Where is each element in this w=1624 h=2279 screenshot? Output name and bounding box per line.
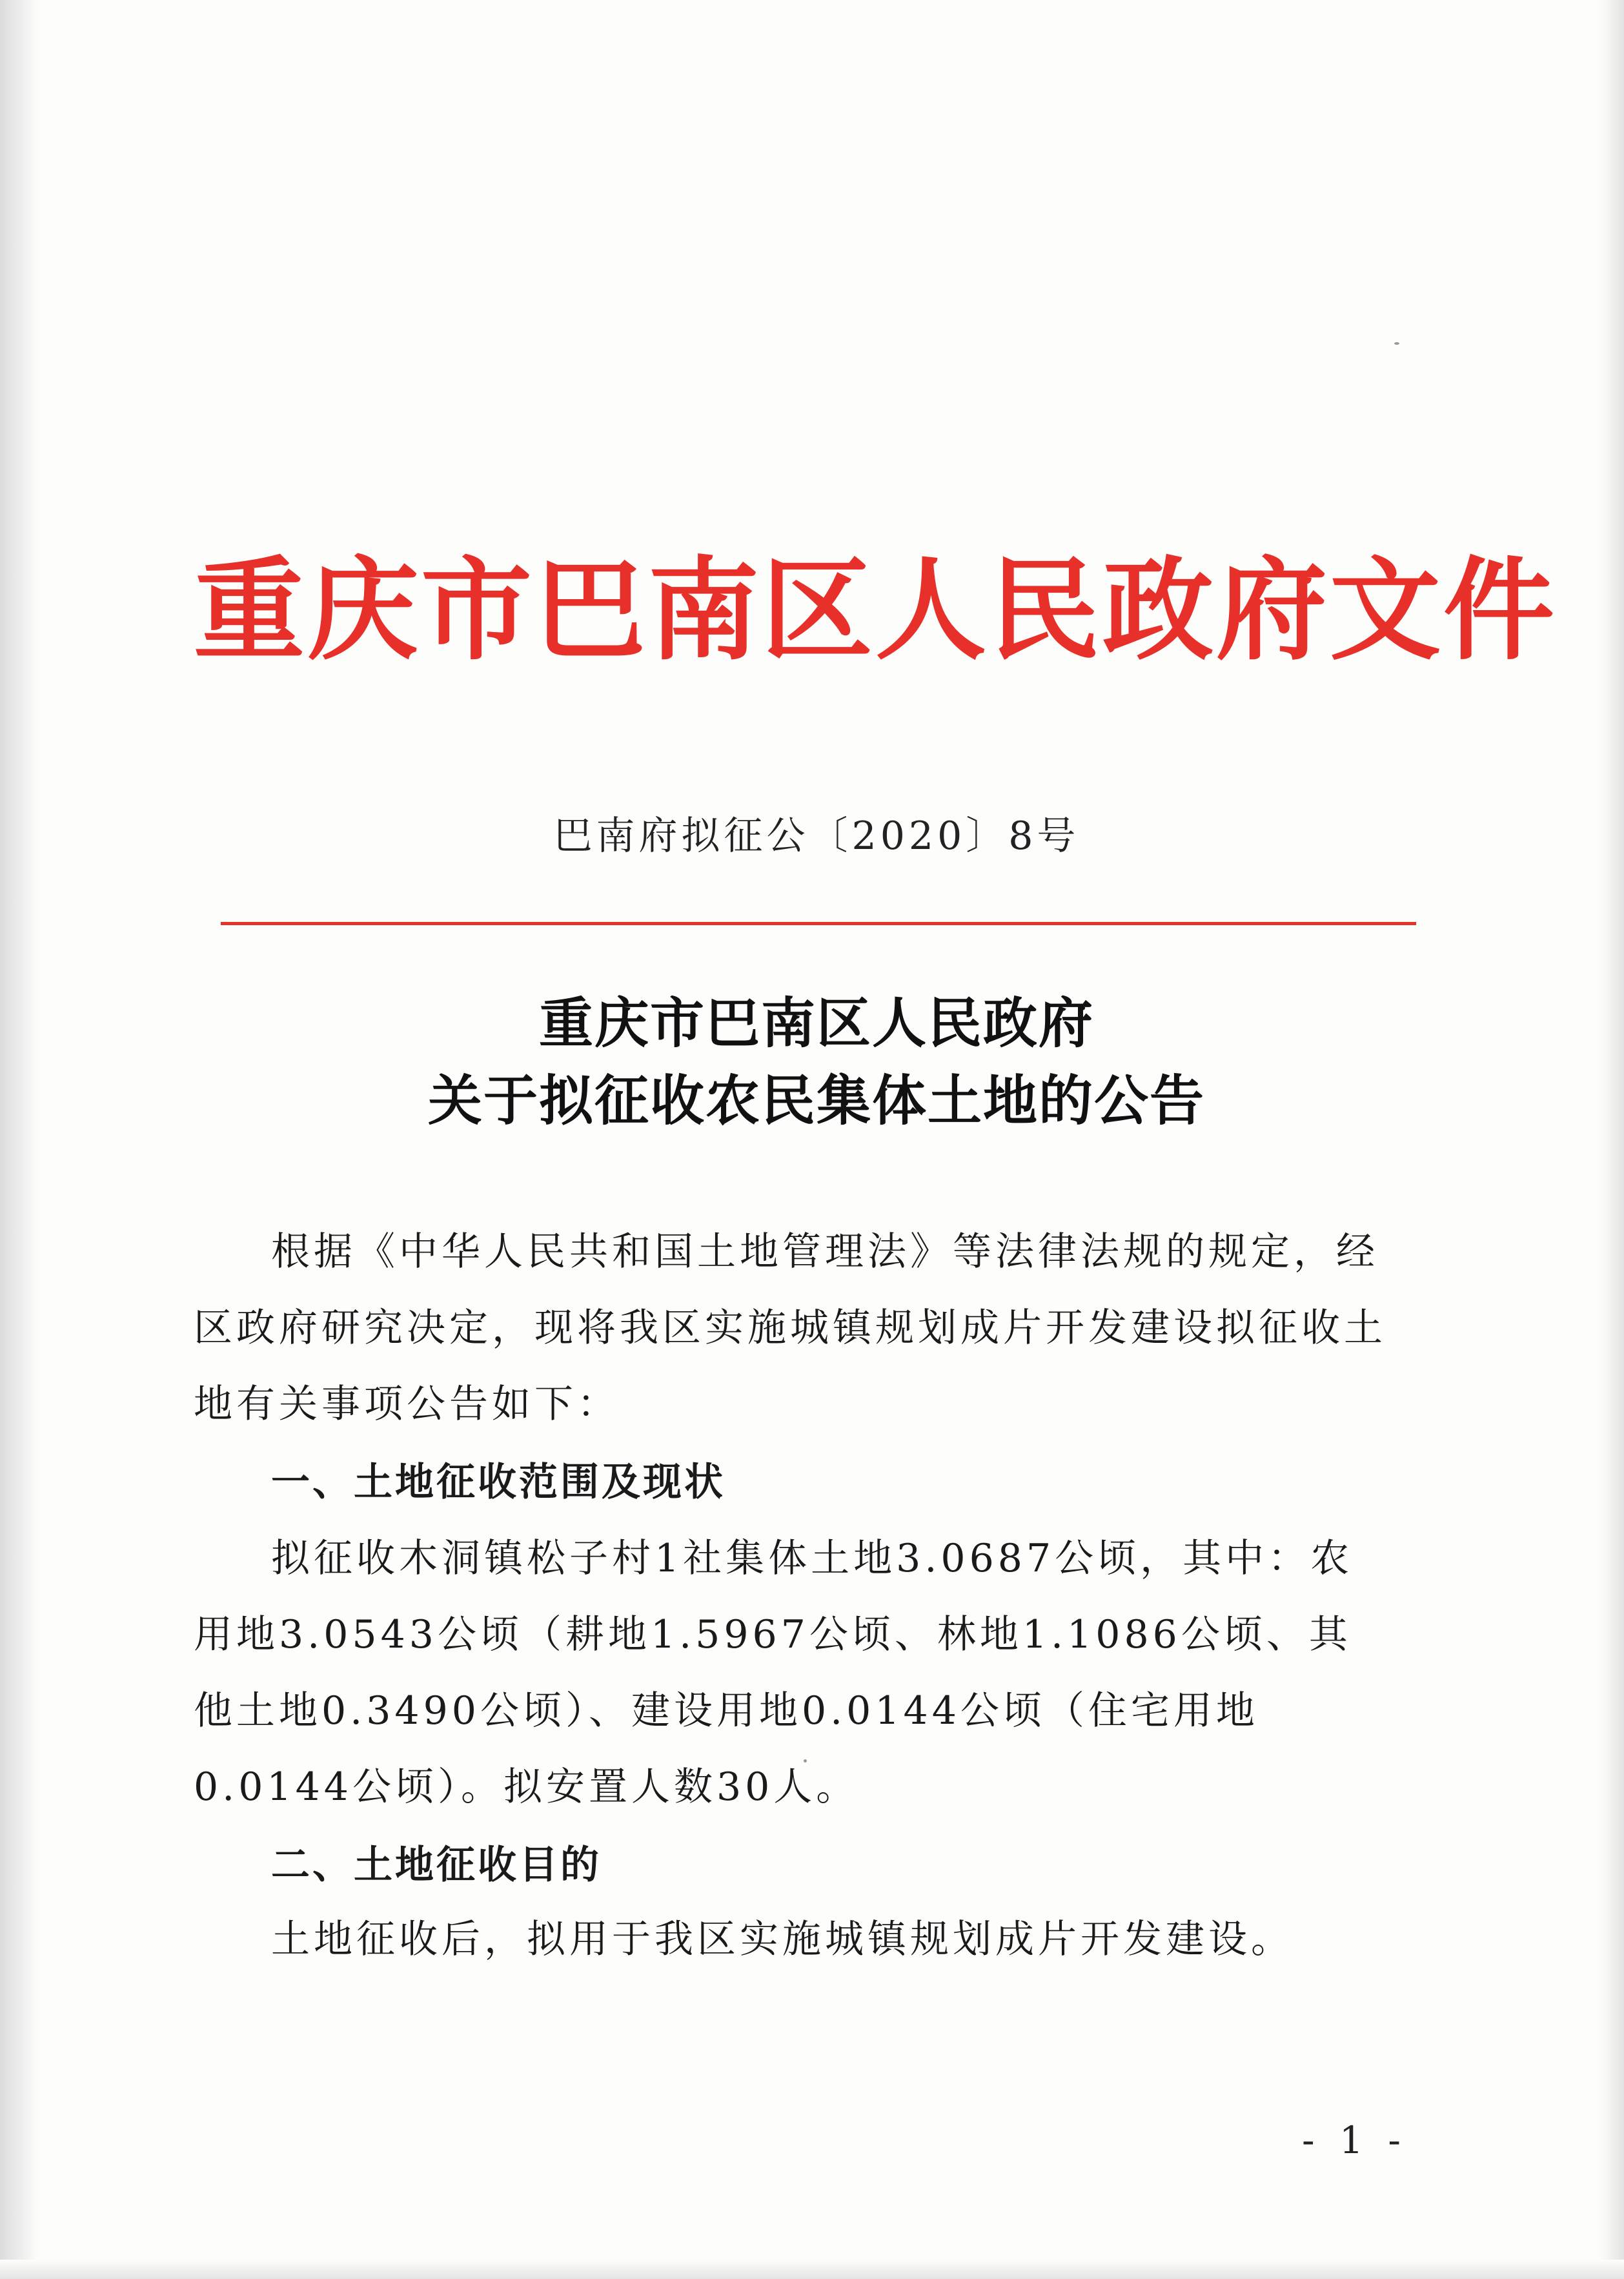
notice-title-line2: 关于拟征收农民集体土地的公告 <box>427 1068 1205 1132</box>
red-divider-rule <box>221 922 1416 925</box>
scan-speck <box>804 1759 807 1763</box>
section1-heading: 一、土地征收范围及现状 <box>271 1460 726 1505</box>
scan-speck <box>1394 342 1399 345</box>
scan-edge-bottom <box>0 2260 1624 2279</box>
issuer-masthead: 重庆市巴南区人民政府文件 <box>194 544 1557 675</box>
page-number: - 1 - <box>1302 2118 1407 2162</box>
document-number: 巴南府拟征公〔2020〕8号 <box>553 813 1080 859</box>
intro-paragraph: 根据《中华人民共和国土地管理法》等法律法规的规定，经区政府研究决定，现将我区实施城镇规划成片开发建设拟征收土地有关事项公告如下： <box>194 1229 1386 1427</box>
section2-heading: 二、土地征收目的 <box>271 1843 602 1888</box>
scan-edge-left <box>0 0 39 2279</box>
section1-paragraph: 拟征收木洞镇松子村1社集体土地3.0687公顷，其中：农用地3.0543公顷（耕地1.5967公顷、林地1.1086公顷、其他土地0.3490公顷）、建设用地0.0144公顷（住宅用地0.0144公顷）。拟安置人数30人。 <box>194 1536 1354 1810</box>
section2-paragraph: 土地征收后，拟用于我区实施城镇规划成片开发建设。 <box>271 1917 1294 1962</box>
scan-edge-right <box>1598 0 1624 2279</box>
notice-title-line1: 重庆市巴南区人民政府 <box>538 991 1094 1055</box>
